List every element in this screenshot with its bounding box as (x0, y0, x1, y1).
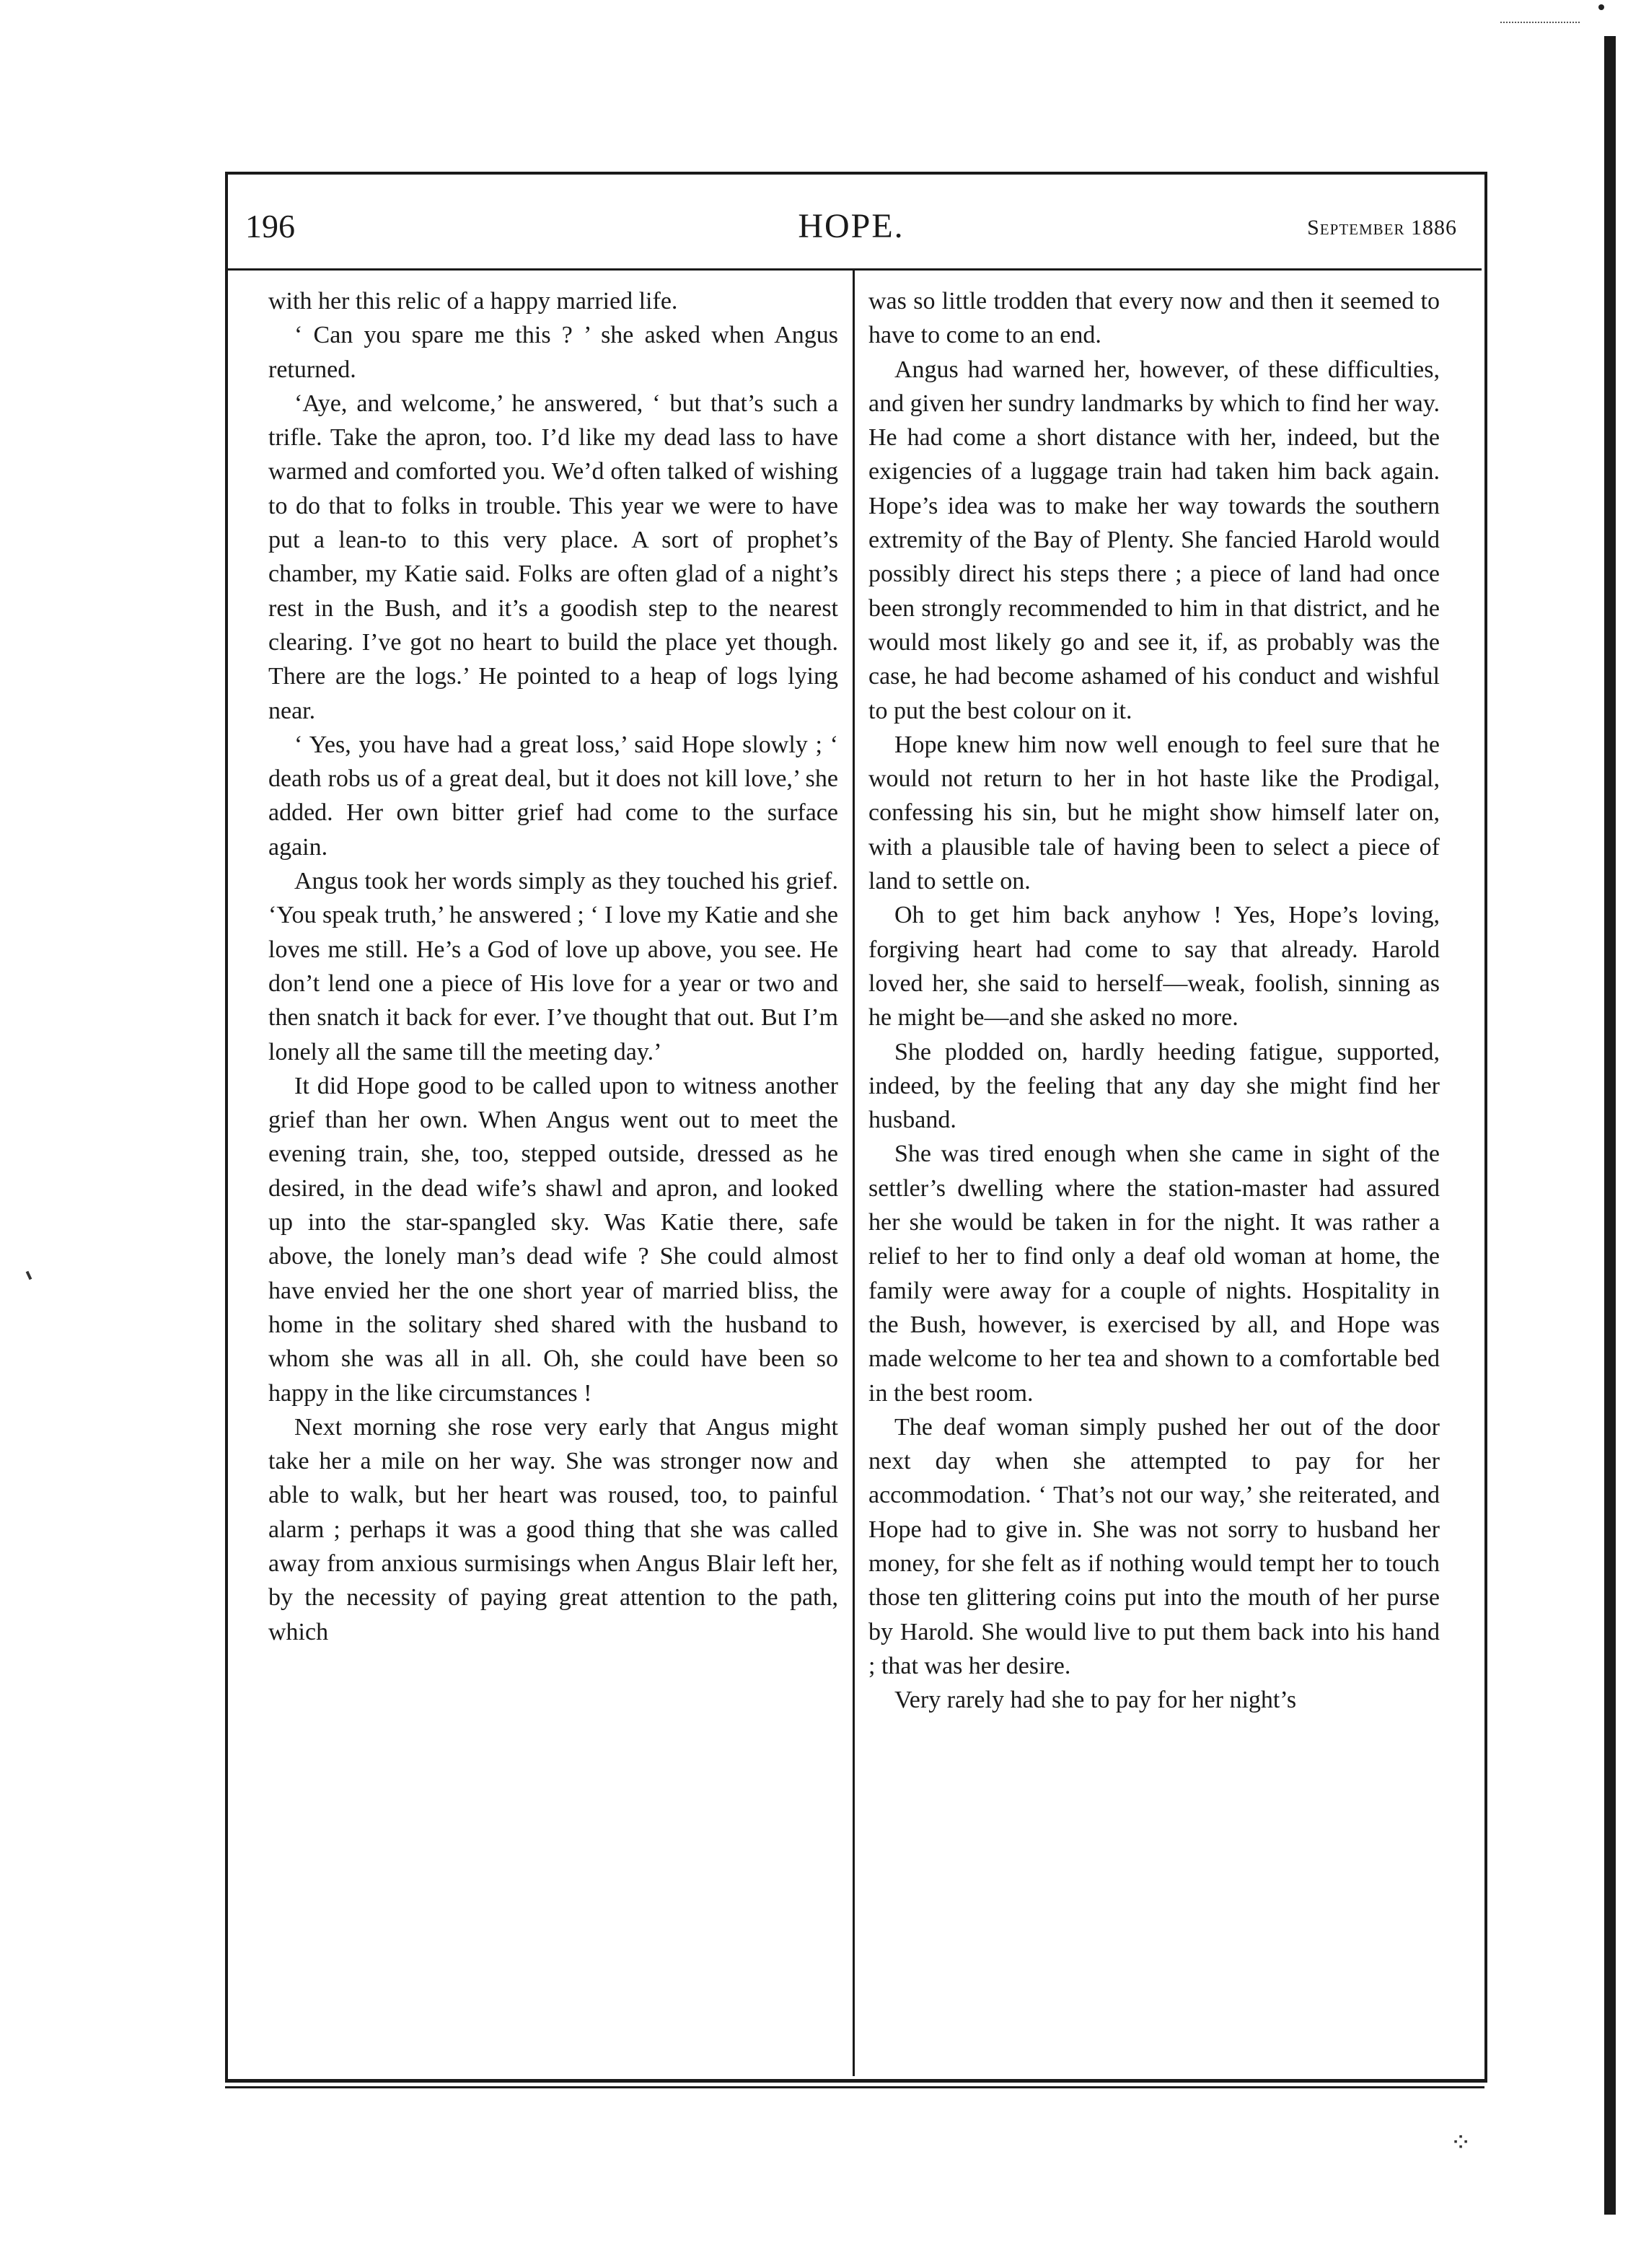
scan-speck (1598, 4, 1604, 10)
page-border-bottom-rule (225, 2086, 1484, 2088)
scan-speck: ⁘ (1450, 2128, 1472, 2158)
paragraph: The deaf woman simply pushed her out of the door next day when she attempted to pay for her accommodation. ‘ That’s not our way,’ she reiterated, and Hope had to give in. She was not sorry to husband her money, for she felt as if nothing would tempt her to touch those ten glittering coins put into the mouth of her purse by Harold. She would live to put them back into his hand ; that was her desire. (868, 1413, 1440, 1679)
scan-binding-edge (1604, 36, 1616, 2215)
paragraph: She plodded on, hardly heeding fatigue, supported, indeed, by the feeling that any day she might find her husband. (868, 1038, 1440, 1134)
column-divider (853, 268, 855, 2076)
running-header (245, 203, 1457, 250)
paragraph: Next morning she rose very early that Angus might take her a mile on her way. She was stronger now and able to walk, but her heart was roused, too, to painful alarm ; perhaps it was a good thing that she was called away from anxious surmisings when Angus Blair left her, by the necessity of paying great attention to the path, which (268, 1413, 838, 1645)
scan-speck (26, 1271, 32, 1280)
journal-title: HOPE. (798, 207, 905, 245)
issue-date: September 1886 (1307, 216, 1457, 239)
paragraph: Oh to get him back anyhow ! Yes, Hope’s loving, forgiving heart had come to say that already. Harold loved her, she said to herself—weak, foolish, sinning as he might be—and she asked no more. (868, 902, 1440, 1032)
paragraph: Hope knew him now well enough to feel sure that he would not return to her in hot haste like the Prodigal, confessing his sin, but he might show himself later on, with a plausible tale of having been to select a piece of land to settle on. (868, 731, 1440, 895)
paragraph: Very rarely had she to pay for her night’s (894, 1687, 1297, 1714)
paragraph: ‘ Can you spare me this ? ’ she asked when Angus returned. (268, 322, 838, 383)
paragraph: with her this relic of a happy married life. (268, 288, 678, 315)
scan-edge-mark (1500, 13, 1580, 23)
paragraph: It did Hope good to be called upon to witness another grief than her own. When Angus went out to meet the evening train, she, too, stepped outside, dressed as he desired, in the dead wife’s shawl and apron, and looked up into the star-spangled sky. Was Katie there, safe above, the lonely man’s dead wife ? She could almost have envied her the one short year of married bliss, the home in the solitary shed shared with the husband to whom she was all in all. Oh, she could have been so happy in the like circumstances ! (268, 1072, 838, 1407)
paragraph: She was tired enough when she came in sight of the settler’s dwelling where the station-master had assured her she would be taken in for the night. It was rather a relief to her to find only a deaf old woman at home, the family were away for a couple of nights. Hospitality in the Bush, however, is exercised by all, and Hope was made welcome to her tea and shown to a comfortable bed in the best room. (868, 1140, 1440, 1407)
left-column (268, 284, 838, 1649)
right-column (868, 284, 1440, 1717)
paragraph: Angus had warned her, however, of these difficulties, and given her sundry landmarks by which to find her way. He had come a short distance with her, indeed, but the exigencies of a luggage train had taken him back again. Hope’s idea was to make her way towards the southern extremity of the Bay of Plenty. She fancied Harold would possibly direct his steps there ; a piece of land had once been strongly recommended to him in that district, and he would most likely go and see it, if, as probably was the case, he had become ashamed of his conduct and wishful to put the best colour on it. (868, 356, 1440, 724)
paragraph: Angus took her words simply as they touched his grief. ‘You speak truth,’ he answered ; ‘ I love my Katie and she loves me still. He’s a God of love up above, you see. He don’t lend one a piece of His love for a year or two and then snatch it back for ever. I’ve thought that out. But I’m lonely all the same till the meeting day.’ (268, 868, 838, 1065)
page-number: 196 (245, 208, 295, 245)
paragraph: ‘ Yes, you have had a great loss,’ said Hope slowly ; ‘ death robs us of a great deal, but it does not kill love,’ she added. Her own bitter grief had come to the surface again. (268, 731, 838, 861)
paragraph: ‘Aye, and welcome,’ he answered, ‘ but that’s such a trifle. Take the apron, too. I’d like my dead lass to have warmed and comforted you. We’d often talked of wishing to do that to folks in trouble. This year we were to have put a lean-to to this very place. A sort of prophet’s chamber, my Katie said. Folks are often glad of a night’s rest in the Bush, and it’s a goodish step to the nearest clearing. I’ve got no heart to build the place yet though. There are the logs.’ He pointed to a heap of logs lying near. (268, 390, 838, 724)
paragraph: was so little trodden that every now and then it seemed to have to come to an end. (868, 288, 1440, 349)
